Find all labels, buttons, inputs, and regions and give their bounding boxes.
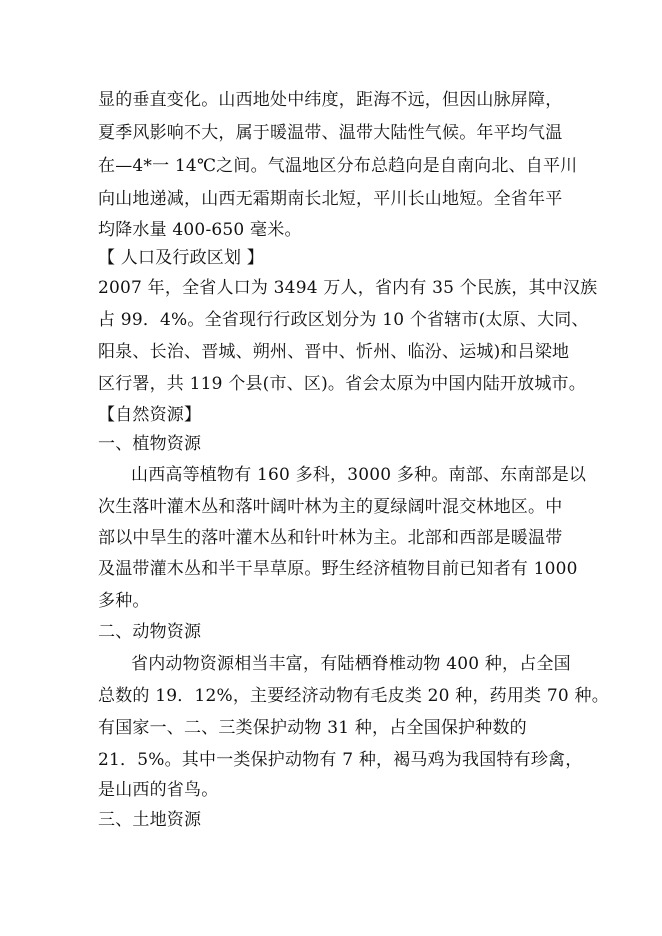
text-line: 夏季风影响不大，属于暖温带、温带大陆性气候。年平均气温 <box>98 123 563 143</box>
text-line: 阳泉、长治、晋城、朔州、晋中、忻州、临汾、运城)和吕梁地 <box>98 342 570 362</box>
text-line: 省内动物资源相当丰富，有陆栖脊椎动物 400 种，占全国 <box>131 654 571 674</box>
text-line: 多种。 <box>98 591 150 611</box>
subheading-animal-resources: 二、动物资源 <box>98 622 202 642</box>
text-line: 21．5%。其中一类保护动物有 7 种，褐马鸡为我国特有珍禽， <box>98 750 583 770</box>
text-line: 区行署，共 119 个县(市、区)。省会太原为中国内陆开放城市。 <box>98 374 586 394</box>
text-line: 山西高等植物有 160 多科，3000 多种。南部、东南部是以 <box>131 465 587 485</box>
text-line: 向山地递减，山西无霜期南长北短，平川长山地短。全省年平 <box>98 189 563 209</box>
text-line: 占 99．4%。全省现行行政区划分为 10 个省辖市(太原、大同、 <box>98 310 589 330</box>
subheading-plant-resources: 一、植物资源 <box>98 434 202 454</box>
subheading-land-resources: 三、土地资源 <box>98 810 202 830</box>
text-line: 显的垂直变化。山西地处中纬度，距海不远，但因山脉屏障， <box>98 90 563 110</box>
text-line: 在—4*一 14℃之间。气温地区分布总趋向是自南向北、自平川 <box>98 156 578 176</box>
text-line: 及温带灌木丛和半干旱草原。野生经济植物目前已知者有 1000 <box>98 559 578 579</box>
text-line: 总数的 19．12%，主要经济动物有毛皮类 20 种，药用类 70 种。 <box>98 686 609 706</box>
text-line: 2007 年，全省人口为 3494 万人，省内有 35 个民族，其中汉族 <box>98 278 598 298</box>
text-line: 有国家一、二、三类保护动物 31 种，占全国保护种数的 <box>98 718 527 738</box>
section-heading-natural-resources: 【自然资源】 <box>98 405 202 425</box>
text-line: 均降水量 400-650 毫米。 <box>98 220 302 240</box>
text-line: 部以中旱生的落叶灌木丛和针叶林为主。北部和西部是暖温带 <box>98 528 563 548</box>
text-line: 次生落叶灌木丛和落叶阔叶林为主的夏绿阔叶混交林地区。中 <box>98 497 563 517</box>
section-heading-population: 【 人口及行政区划 】 <box>98 248 265 268</box>
text-line: 是山西的省鸟。 <box>98 780 219 800</box>
